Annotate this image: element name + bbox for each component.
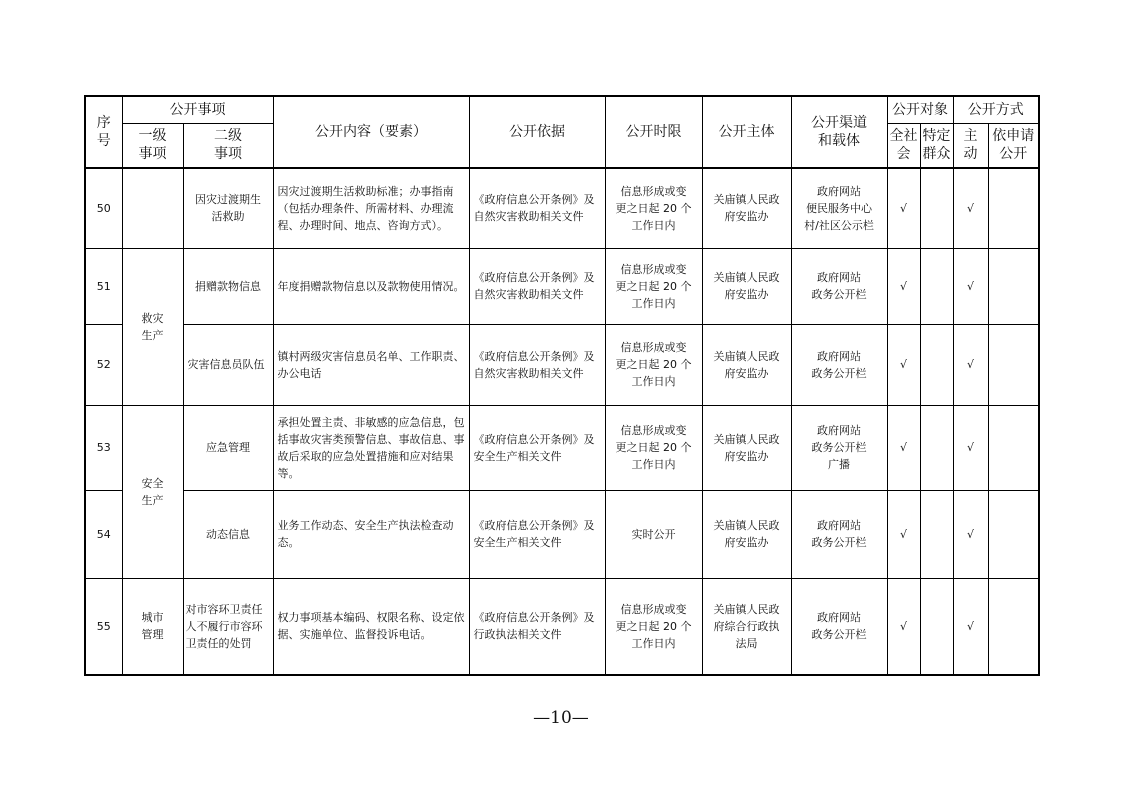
header-level2: 二级 事项 — [183, 123, 273, 168]
level2-cell: 因灾过渡期生 活救助 — [183, 168, 273, 248]
content-cell: 权力事项基本编码、权限名称、设定依据、实施单位、监督投诉电话。 — [273, 578, 469, 675]
header-method-active: 主 动 — [953, 123, 988, 168]
content-cell: 镇村两级灾害信息员名单、工作职责、办公电话 — [273, 324, 469, 405]
header-seq: 序 号 — [85, 96, 122, 168]
target-specific-check — [920, 324, 953, 405]
table-row — [85, 168, 1039, 248]
header-target-all: 全社 会 — [887, 123, 920, 168]
channel-cell: 政府网站 政务公开栏 — [791, 490, 887, 578]
method-request-check — [988, 405, 1039, 490]
time-limit-cell: 实时公开 — [605, 490, 702, 578]
table-row — [85, 578, 1039, 675]
method-active-check: √ — [953, 248, 988, 324]
header-target-specific: 特定 群众 — [920, 123, 953, 168]
target-specific-check — [920, 168, 953, 248]
target-all-check: √ — [887, 324, 920, 405]
basis-cell: 《政府信息公开条例》及安全生产相关文件 — [469, 405, 605, 490]
target-specific-check — [920, 405, 953, 490]
level2-cell: 捐赠款物信息 — [183, 248, 273, 324]
header-method-group: 公开方式 — [953, 96, 1039, 123]
header-time-limit: 公开时限 — [605, 96, 702, 168]
basis-cell: 《政府信息公开条例》及自然灾害救助相关文件 — [469, 248, 605, 324]
method-request-check — [988, 578, 1039, 675]
header-basis: 公开依据 — [469, 96, 605, 168]
level1-cell: 城市 管理 — [122, 578, 183, 675]
table-row — [85, 405, 1039, 490]
header-channel: 公开渠道 和载体 — [791, 96, 887, 168]
subject-cell: 关庙镇人民政 府安监办 — [702, 248, 791, 324]
method-active-check: √ — [953, 405, 988, 490]
table-row — [85, 490, 1039, 578]
header-content: 公开内容（要素） — [273, 96, 469, 168]
target-specific-check — [920, 578, 953, 675]
subject-cell: 关庙镇人民政 府安监办 — [702, 168, 791, 248]
content-cell: 承担处置主责、非敏感的应急信息，包括事故灾害类预警信息、事故信息、事故后采取的应急处置措施和应对结果等。 — [273, 405, 469, 490]
table-body — [85, 168, 1039, 675]
subject-cell: 关庙镇人民政 府安监办 — [702, 405, 791, 490]
table-row — [85, 324, 1039, 405]
target-all-check: √ — [887, 490, 920, 578]
level2-cell: 灾害信息员队伍 — [183, 324, 273, 405]
row-number: 50 — [85, 168, 122, 248]
basis-cell: 《政府信息公开条例》及自然灾害救助相关文件 — [469, 168, 605, 248]
basis-cell: 《政府信息公开条例》及行政执法相关文件 — [469, 578, 605, 675]
method-request-check — [988, 168, 1039, 248]
level1-cell: 安全 生产 — [122, 405, 183, 578]
level1-cell-empty — [122, 168, 183, 248]
row-number: 55 — [85, 578, 122, 675]
method-request-check — [988, 490, 1039, 578]
channel-cell: 政府网站 便民服务中心 村/社区公示栏 — [791, 168, 887, 248]
basis-cell: 《政府信息公开条例》及安全生产相关文件 — [469, 490, 605, 578]
header-subject: 公开主体 — [702, 96, 791, 168]
channel-cell: 政府网站 政务公开栏 — [791, 324, 887, 405]
basis-cell: 《政府信息公开条例》及自然灾害救助相关文件 — [469, 324, 605, 405]
subject-cell: 关庙镇人民政 府安监办 — [702, 324, 791, 405]
time-limit-cell: 信息形成或变 更之日起 20 个 工作日内 — [605, 578, 702, 675]
row-number: 53 — [85, 405, 122, 490]
table-header — [85, 96, 1039, 168]
time-limit-cell: 信息形成或变 更之日起 20 个 工作日内 — [605, 324, 702, 405]
content-cell: 年度捐赠款物信息以及款物使用情况。 — [273, 248, 469, 324]
row-number: 52 — [85, 324, 122, 405]
target-all-check: √ — [887, 578, 920, 675]
method-active-check: √ — [953, 490, 988, 578]
header-target-group: 公开对象 — [887, 96, 953, 123]
time-limit-cell: 信息形成或变 更之日起 20 个 工作日内 — [605, 248, 702, 324]
method-active-check: √ — [953, 324, 988, 405]
row-number: 54 — [85, 490, 122, 578]
content-cell: 因灾过渡期生活救助标准；办事指南（包括办理条件、所需材料、办理流程、办理时间、地点、咨询方式）。 — [273, 168, 469, 248]
method-active-check: √ — [953, 168, 988, 248]
page-number: —10— — [533, 708, 589, 728]
time-limit-cell: 信息形成或变 更之日起 20 个 工作日内 — [605, 168, 702, 248]
method-active-check: √ — [953, 578, 988, 675]
channel-cell: 政府网站 政务公开栏 — [791, 578, 887, 675]
channel-cell: 政府网站 政务公开栏 — [791, 248, 887, 324]
target-all-check: √ — [887, 168, 920, 248]
header-method-request: 依申请 公开 — [988, 123, 1039, 168]
table-row — [85, 248, 1039, 324]
method-request-check — [988, 324, 1039, 405]
content-cell: 业务工作动态、安全生产执法检查动态。 — [273, 490, 469, 578]
level2-cell: 动态信息 — [183, 490, 273, 578]
level2-cell: 对市容环卫责任人不履行市容环卫责任的处罚 — [183, 578, 273, 675]
target-all-check: √ — [887, 405, 920, 490]
time-limit-cell: 信息形成或变 更之日起 20 个 工作日内 — [605, 405, 702, 490]
target-specific-check — [920, 490, 953, 578]
target-all-check: √ — [887, 248, 920, 324]
channel-cell: 政府网站 政务公开栏 广播 — [791, 405, 887, 490]
level2-cell: 应急管理 — [183, 405, 273, 490]
level1-cell: 救灾 生产 — [122, 248, 183, 405]
header-level1: 一级 事项 — [122, 123, 183, 168]
target-specific-check — [920, 248, 953, 324]
row-number: 51 — [85, 248, 122, 324]
header-items-group: 公开事项 — [122, 96, 273, 123]
subject-cell: 关庙镇人民政 府综合行政执 法局 — [702, 578, 791, 675]
subject-cell: 关庙镇人民政 府安监办 — [702, 490, 791, 578]
disclosure-table — [84, 95, 1040, 676]
method-request-check — [988, 248, 1039, 324]
